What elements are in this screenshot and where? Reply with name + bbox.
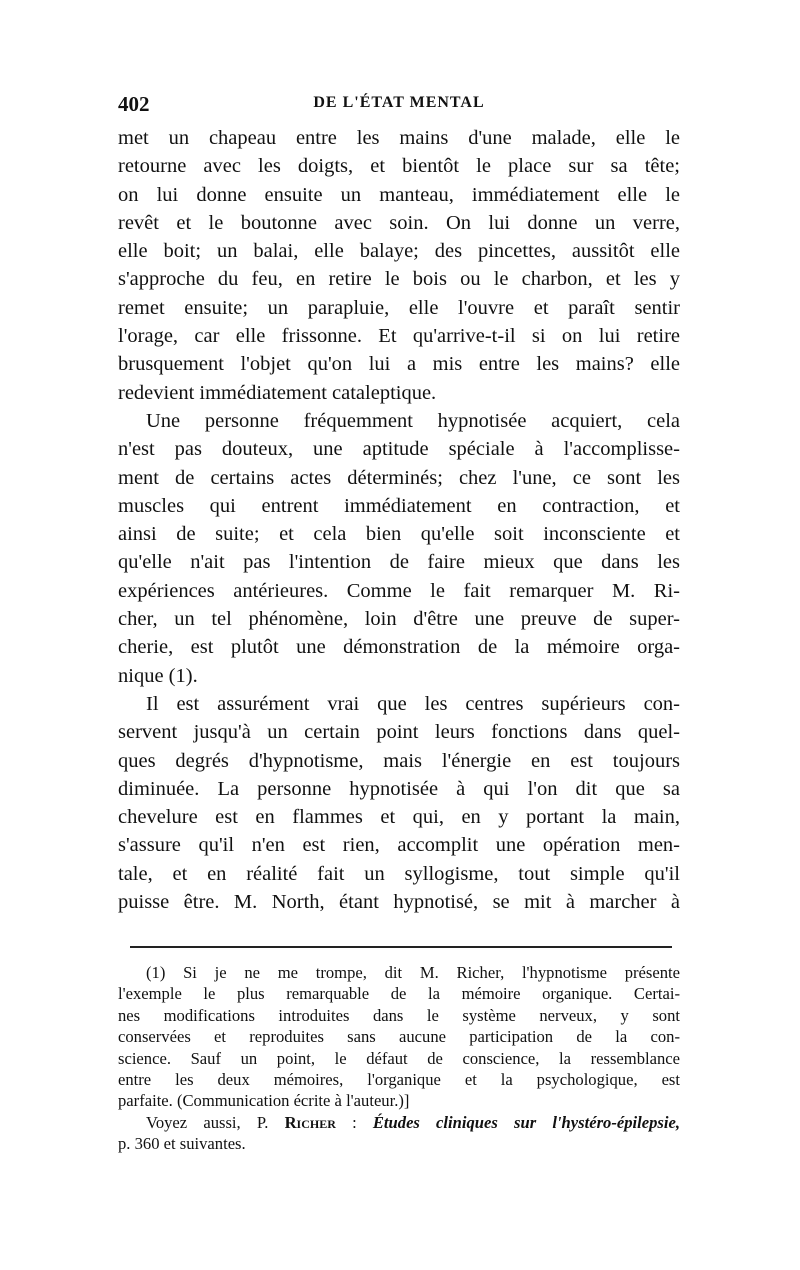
text-line: elle boit; un balai, elle balaye; des pincettes, aussitôt elle: [118, 240, 680, 263]
text-line: brusquement l'objet qu'on lui a mis entre les mains? elle: [118, 353, 680, 376]
footnote-line: parfaite. (Communication écrite à l'auteur.)]: [118, 1091, 410, 1111]
footnotes: [118, 962, 680, 1155]
reference-separator: :: [335, 1112, 373, 1132]
text-line: l'orage, car elle frissonne. Et qu'arrive-t-il si on lui retire: [118, 325, 680, 348]
footnote-line: l'exemple le plus remarquable de la mémoire organique. Certai-: [118, 984, 680, 1004]
text-line: retourne avec les doigts, et bientôt le place sur sa tête;: [118, 155, 680, 178]
text-line: tale, et en réalité fait un syllogisme, tout simple qu'il: [118, 862, 680, 885]
text-line: puisse être. M. North, étant hypnotisé, se mit à marcher à: [118, 891, 680, 914]
footnote-line: nes modifications introduites dans le système nerveux, y sont: [118, 1005, 680, 1025]
text-line: ainsi de suite; et cela bien qu'elle soit inconsciente et: [118, 523, 680, 546]
footnote-reference-line: [118, 1112, 680, 1133]
footnote-line: entre les deux mémoires, l'organique et la psychologique, est: [118, 1069, 680, 1089]
reference-title: Études cliniques sur l'hystéro-épilepsie,: [372, 1112, 680, 1132]
text-line: servent jusqu'à un certain point leurs fonctions dans quel-: [118, 721, 680, 744]
text-line: s'assure qu'il n'en est rien, accomplit une opération men-: [118, 834, 680, 857]
text-line: muscles qui entrent immédiatement en contraction, et: [118, 494, 680, 517]
text-line: s'approche du feu, en retire le bois ou le charbon, et les y: [118, 268, 680, 291]
body-text: [118, 124, 680, 916]
reference-prefix: Voyez aussi, P.: [146, 1112, 285, 1132]
text-line: Une personne fréquemment hypnotisée acquiert, cela: [146, 409, 680, 432]
text-line: cher, un tel phénomène, loin d'être une preuve de super-: [118, 608, 680, 631]
text-line: diminuée. La personne hypnotisée à qui l'on dit que sa: [118, 777, 680, 800]
text-line: n'est pas douteux, une aptitude spéciale à l'accomplisse-: [118, 438, 680, 461]
footnote-line: p. 360 et suivantes.: [118, 1134, 246, 1154]
text-line: on lui donne ensuite un manteau, immédiatement elle le: [118, 183, 680, 206]
text-line: remet ensuite; un parapluie, elle l'ouvre et paraît sentir: [118, 296, 680, 319]
footnote-line: conservées et reproduites sans aucune participation de la con-: [118, 1027, 680, 1047]
text-line: met un chapeau entre les mains d'une malade, elle le: [118, 127, 680, 149]
text-line: Il est assurément vrai que les centres supérieurs con-: [146, 692, 680, 715]
reference-author: Richer: [284, 1112, 336, 1132]
text-line: cherie, est plutôt une démonstration de la mémoire orga-: [118, 636, 680, 659]
text-line: chevelure est en flammes et qui, en y portant la main,: [118, 806, 680, 829]
page-header: [118, 92, 680, 122]
footnote-line: science. Sauf un point, le défaut de conscience, la ressemblance: [118, 1048, 680, 1068]
text-line: redevient immédiatement cataleptique.: [118, 381, 437, 404]
text-line: qu'elle n'ait pas l'intention de faire mieux que dans les: [118, 551, 680, 574]
text-line: nique (1).: [118, 664, 198, 687]
text-line: expériences antérieures. Comme le fait remarquer M. Ri-: [118, 579, 680, 602]
text-line: revêt et le boutonne avec soin. On lui donne un verre,: [118, 211, 680, 234]
footnote-rule: [130, 946, 672, 948]
footnote-line: (1) Si je ne me trompe, dit M. Richer, l'hypnotisme présente: [146, 963, 680, 982]
running-head: DE L'ÉTAT MENTAL: [313, 94, 485, 111]
text-line: ques degrés d'hypnotisme, mais l'énergie en est toujours: [118, 749, 680, 772]
page-number: 402: [118, 92, 150, 116]
text-line: ment de certains actes déterminés; chez l'une, ce sont les: [118, 466, 680, 489]
